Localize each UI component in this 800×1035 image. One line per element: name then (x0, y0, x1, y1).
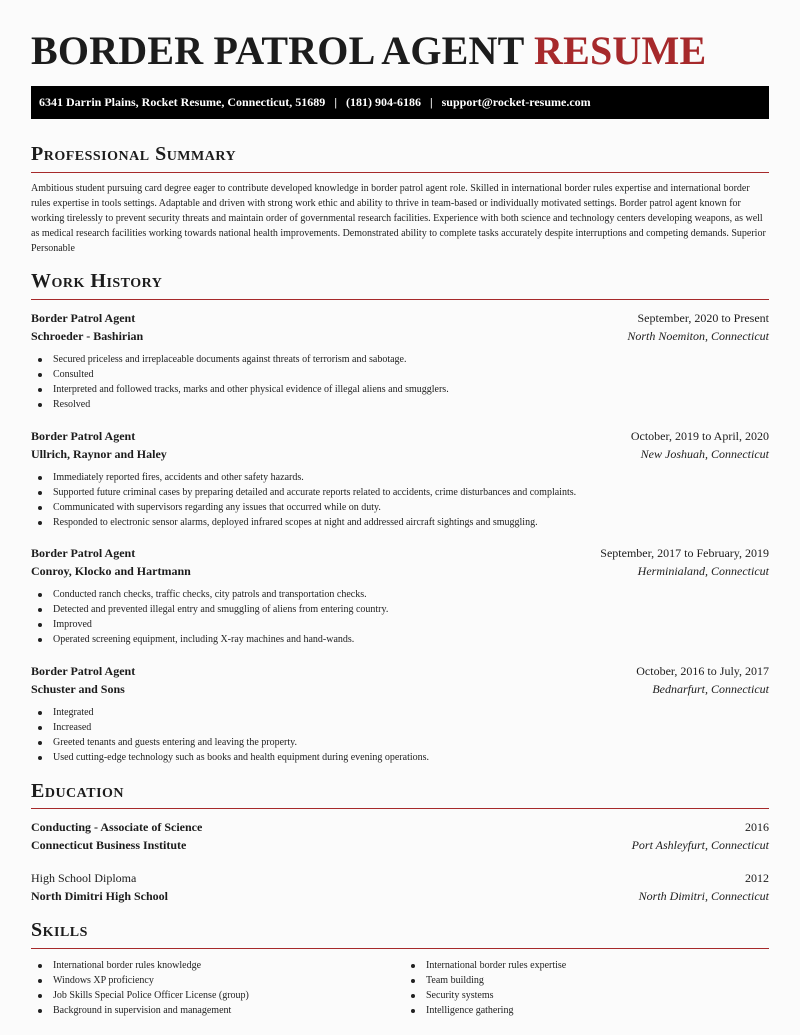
job-employer (31, 445, 769, 463)
job-title: Border Patrol Agent (31, 311, 136, 325)
education-year: 2016 (745, 820, 769, 834)
skill-item: Team building (404, 973, 566, 988)
list-item: Used cutting-edge technology such as books and health equipment during evening operations. (31, 750, 429, 765)
job-bullets (31, 587, 388, 647)
job-location: North Noemiton, Connecticut (627, 329, 769, 343)
list-item: Increased (31, 720, 429, 735)
education-school: North Dimitri High School (31, 889, 168, 903)
skills-heading: Skills (31, 919, 88, 941)
job-dates: October, 2019 to April, 2020 (630, 429, 769, 443)
list-item: Resolved (31, 397, 449, 412)
section-divider (31, 172, 769, 173)
contact-email[interactable]: support@rocket-resume.com (441, 95, 591, 109)
list-item: Interpreted and followed tracks, marks and other physical evidence of illegal aliens and smugglers. (31, 382, 449, 397)
contact-separator: | (429, 95, 433, 109)
list-item: Conducted ranch checks, traffic checks, city patrols and transportation checks. (31, 587, 388, 602)
job-title: Border Patrol Agent (31, 429, 136, 443)
job-dates: October, 2016 to July, 2017 (636, 664, 769, 678)
job-company: Schroeder - Bashirian (31, 329, 144, 343)
section-divider (31, 948, 769, 949)
title-main: BORDER PATROL AGENT (31, 28, 524, 73)
list-item: Operated screening equipment, including X-ray machines and hand-wands. (31, 632, 388, 647)
education-school: Connecticut Business Institute (31, 838, 187, 852)
section-divider (31, 808, 769, 809)
job-header (31, 662, 769, 680)
contact-separator: | (334, 95, 337, 109)
education-school-row (31, 887, 769, 905)
title-accent: RESUME (534, 28, 707, 73)
list-item: Improved (31, 617, 388, 632)
job-location: Bednarfurt, Connecticut (652, 682, 769, 696)
job-bullets (31, 352, 449, 412)
skill-item: Background in supervision and management (31, 1003, 249, 1018)
skills-list-right (404, 958, 566, 1018)
job-location: New Joshuah, Connecticut (640, 447, 769, 461)
skill-item: Security systems (404, 988, 566, 1003)
job-title: Border Patrol Agent (31, 546, 136, 560)
education-degree: High School Diploma (31, 871, 137, 885)
list-item: Integrated (31, 705, 429, 720)
job-title: Border Patrol Agent (31, 664, 136, 678)
contact-address: 6341 Darrin Plains, Rocket Resume, Connecticut, 51689 (39, 95, 326, 109)
job-header (31, 427, 769, 445)
skill-item: International border rules knowledge (31, 958, 249, 973)
education-year: 2012 (745, 871, 769, 885)
job-employer (31, 562, 769, 580)
list-item: Secured priceless and irreplaceable documents against threats of terrorism and sabotage. (31, 352, 449, 367)
skill-item: Intelligence gathering (404, 1003, 566, 1018)
skill-item: Windows XP proficiency (31, 973, 249, 988)
skills-list-left (31, 958, 249, 1018)
work-history-heading: Work History (31, 270, 163, 292)
list-item: Detected and prevented illegal entry and smuggling of aliens from entering country. (31, 602, 388, 617)
list-item: Greeted tenants and guests entering and leaving the property. (31, 735, 429, 750)
job-bullets (31, 705, 429, 765)
job-dates: September, 2020 to Present (637, 311, 769, 325)
job-company: Schuster and Sons (31, 682, 125, 696)
summary-text: Ambitious student pursuing card degree eager to contribute developed knowledge in border patrol agent role. Skilled in international border rules expertise and international border rules expertise in tools settings. Adaptable and driven with strong work ethic and ability to thrive in team-based or individually motivated settings. Border patrol agent known for working tirelessly to prevent security threats and maintain order of governmental research facilities. Experience with both science and technology centers developing weapons, as well as medical research facilities working towards national health improvements. Demonstrated ability to complete tasks accurately despite interruptions and competing demands. Superior Personable (31, 183, 766, 254)
job-company: Ullrich, Raynor and Haley (31, 447, 167, 461)
list-item: Communicated with supervisors regarding any issues that occurred while on duty. (31, 500, 576, 515)
education-header (31, 818, 769, 836)
job-company: Conroy, Klocko and Hartmann (31, 564, 191, 578)
list-item: Supported future criminal cases by preparing detailed and accurate reports related to accidents, crime disturbances and complaints. (31, 485, 576, 500)
job-header (31, 309, 769, 327)
resume-title (31, 27, 706, 75)
contact-bar (31, 86, 769, 119)
job-employer (31, 680, 769, 698)
list-item: Responded to electronic sensor alarms, deployed infrared scopes at night and addressed aircraft sightings and smuggling. (31, 515, 576, 530)
list-item: Immediately reported fires, accidents and other safety hazards. (31, 470, 576, 485)
summary-heading: Professional Summary (31, 143, 237, 165)
skill-item: Job Skills Special Police Officer License (group) (31, 988, 249, 1003)
education-location: Port Ashleyfurt, Connecticut (631, 838, 769, 852)
education-degree: Conducting - Associate of Science (31, 820, 203, 834)
skill-item: International border rules expertise (404, 958, 566, 973)
education-school-row (31, 836, 769, 854)
education-location: North Dimitri, Connecticut (638, 889, 769, 903)
list-item: Consulted (31, 367, 449, 382)
job-location: Herminialand, Connecticut (637, 564, 769, 578)
job-bullets (31, 470, 576, 530)
job-employer (31, 327, 769, 345)
job-dates: September, 2017 to February, 2019 (600, 546, 769, 560)
section-divider (31, 299, 769, 300)
education-header (31, 869, 769, 887)
contact-phone: (181) 904-6186 (345, 95, 421, 109)
education-heading: Education (31, 780, 125, 802)
job-header (31, 544, 769, 562)
